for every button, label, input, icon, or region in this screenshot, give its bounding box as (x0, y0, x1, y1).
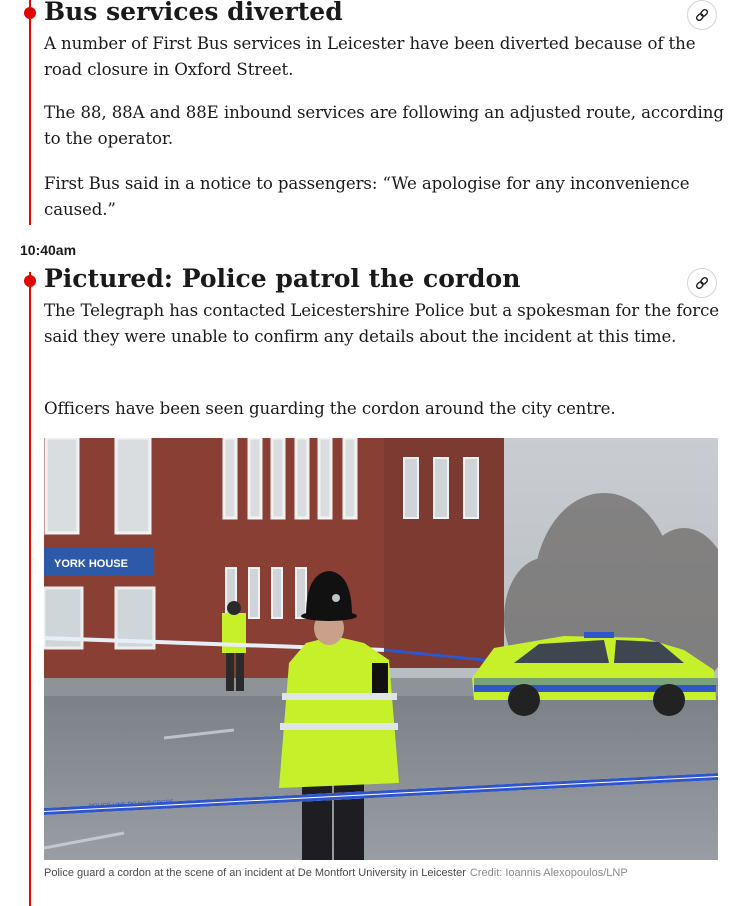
post-timeline-dot (24, 7, 36, 19)
link-icon (694, 7, 710, 23)
copy-link-button[interactable] (687, 268, 717, 298)
post-timeline-line (29, 272, 31, 906)
post-paragraph: First Bus said in a notice to passengers: “We apologise for any inconvenience caused.” (44, 174, 690, 219)
post-title: Pictured: Police patrol the cordon (44, 264, 521, 293)
post-timeline-dot (24, 275, 36, 287)
photo-caption (44, 865, 644, 881)
post-paragraph: A number of First Bus services in Leicester have been diverted because of the road closure in Oxford Street. (44, 34, 696, 79)
post-title: Bus services diverted (44, 0, 343, 26)
photo-credit: Credit: Ioannis Alexopoulos/LNP (469, 867, 628, 879)
post-paragraph: Officers have been seen guarding the cordon around the city centre. (44, 399, 616, 418)
building-sign: YORK HOUSE (54, 558, 128, 570)
post-timeline-line (29, 0, 31, 225)
post-timestamp: 10:40am (20, 242, 77, 258)
police-cordon-photo (44, 438, 718, 860)
news-photo (44, 438, 718, 860)
post-paragraph: The 88, 88A and 88E inbound services are following an adjusted route, according to the operator. (44, 103, 724, 148)
post-paragraph: The Telegraph has contacted Leicestershire Police but a spokesman for the force said they were unable to confirm any details about the incident at this time. (44, 301, 720, 346)
link-icon (694, 275, 710, 291)
caption-text: Police guard a cordon at the scene of an incident at De Montfort University in Leicester (44, 867, 466, 879)
tape-text: POLICE LINE DO NOT CROSS (88, 799, 174, 810)
copy-link-button[interactable] (687, 0, 717, 30)
